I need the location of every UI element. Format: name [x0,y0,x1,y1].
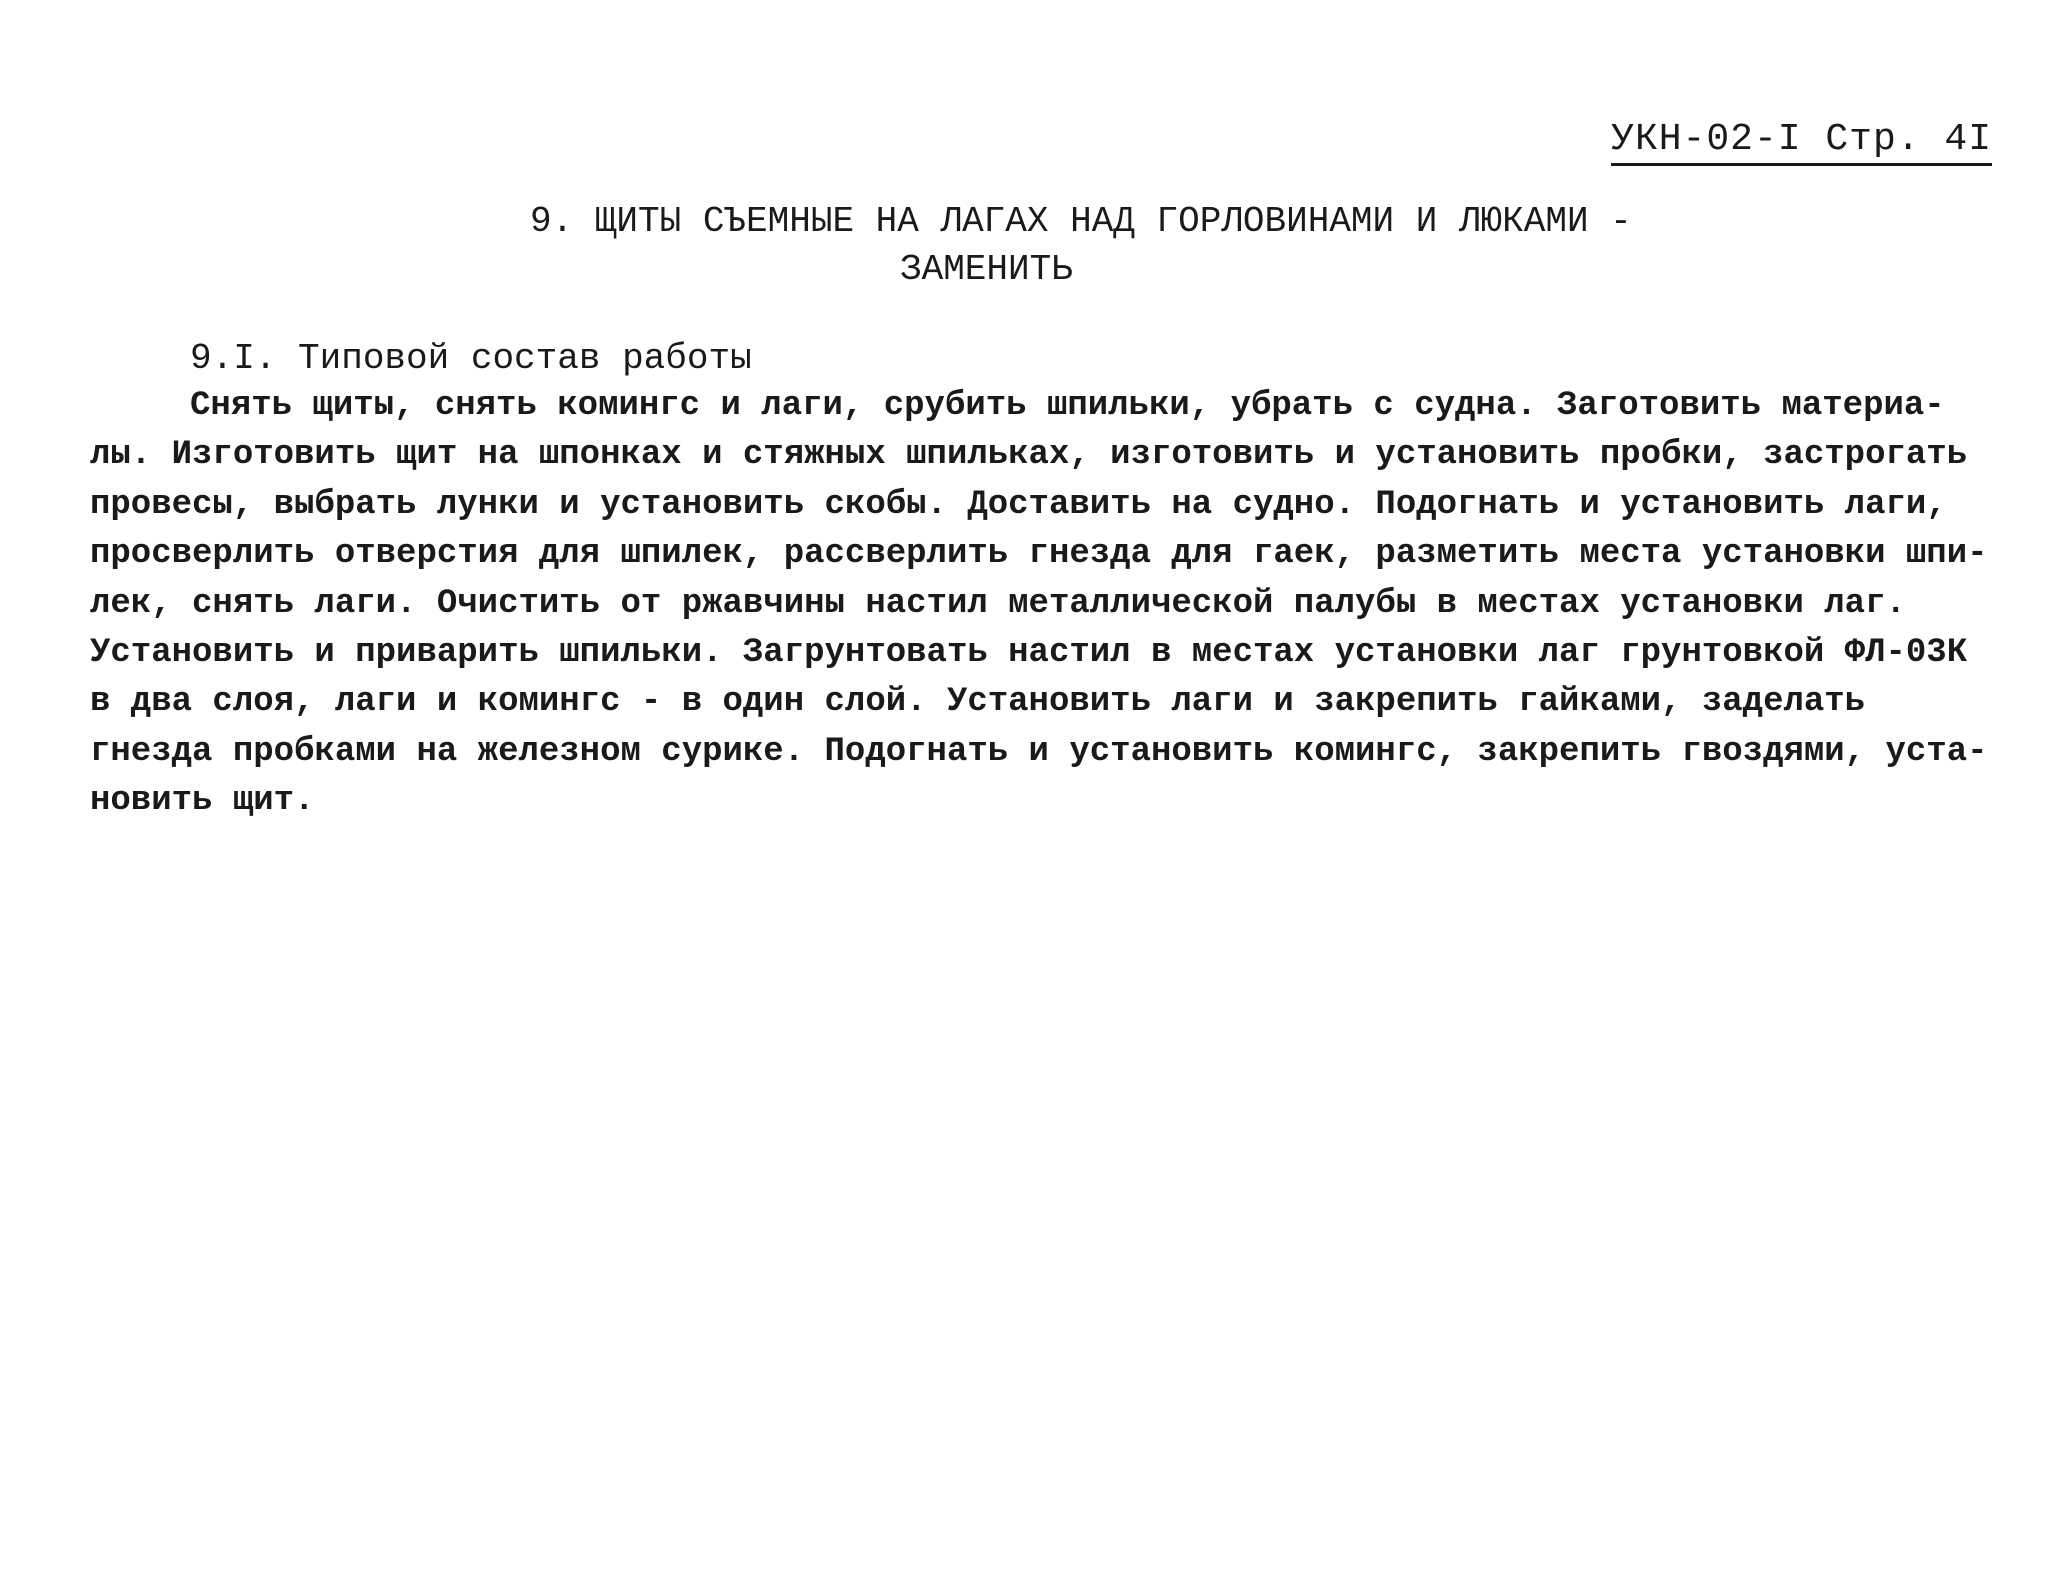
body-line: в два слоя, лаги и комингс - в один слой. Установить лаги и закрепить гайками, заделать [90,683,1866,722]
section-title [530,198,1632,294]
section-title-line-2: ЗАМЕНИТЬ [900,249,1073,290]
body-line: новить щит. [90,782,315,821]
body-line: просверлить отверстия для шпилек, рассверлить гнезда для гаек, разметить места установки шпи- [90,535,1988,574]
body-line: лы. Изготовить щит на шпонках и стяжных шпильках, изготовить и установить пробки, застрогать [90,436,1968,475]
subsection-heading: 9.I. Типовой состав работы [190,338,752,379]
body-line: Снять щиты, снять комингс и лаги, срубить шпильки, убрать с судна. Заготовить материа- [190,387,1945,425]
section-title-line-1: 9. ЩИТЫ СЪЕМНЫЕ НА ЛАГАХ НАД ГОРЛОВИНАМИ И ЛЮКАМИ - [530,201,1632,242]
work-description [90,382,1990,827]
body-line: гнезда пробками на железном сурике. Подогнать и установить комингс, закрепить гвоздями, уста- [90,732,1988,771]
body-line: Установить и приварить шпильки. Загрунтовать настил в местах установки лаг грунтовкой ФЛ-03К [90,634,1968,673]
body-line: провесы, выбрать лунки и установить скобы. Доставить на судно. Подогнать и установить лаги, [90,485,1947,524]
body-line: лек, снять лаги. Очистить от ржавчины настил металлической палубы в местах установки лаг. [90,584,1906,623]
page-reference: УКН-02-I Стр. 4I [1611,118,1992,166]
